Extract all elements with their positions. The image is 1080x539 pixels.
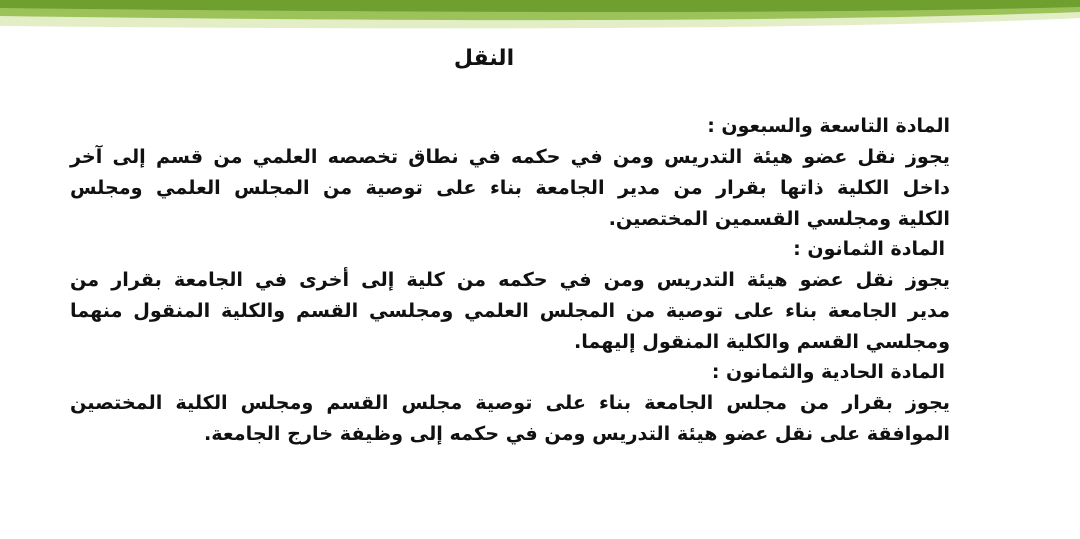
- article-heading: المادة الحادية والثمانون :: [711, 361, 945, 383]
- article-79: [70, 111, 950, 234]
- article-heading: المادة التاسعة والسبعون :: [707, 115, 950, 137]
- document-content: [70, 111, 950, 449]
- body-line: ومجلسي القسم والكلية المنقول إليهما.: [573, 330, 950, 353]
- body-line: يجوز نقل عضو هيئة التدريس ومن في حكمه في نطاق تخصصه العلمي من قسم إلى آخر: [70, 145, 950, 168]
- body-line: الكلية ومجلسي القسمين المختصين.: [608, 207, 950, 230]
- article-body: [70, 387, 950, 449]
- article-body: [70, 141, 950, 234]
- header-wave-graphic: [0, 0, 1080, 36]
- body-line: مدير الجامعة بناء على توصية من المجلس العلمي ومجلسي القسم والكلية المنقول منهما: [70, 299, 950, 322]
- body-line: يجوز نقل عضو هيئة التدريس ومن في حكمه من كلية إلى أخرى في الجامعة بقرار من: [70, 268, 950, 291]
- article-body: [70, 264, 950, 357]
- body-line: يجوز بقرار من مجلس الجامعة بناء على توصية مجلس القسم ومجلس الكلية المختصين: [70, 391, 950, 414]
- decorative-header-band: [0, 0, 1080, 36]
- body-line: الموافقة على نقل عضو هيئة التدريس ومن في حكمه إلى وظيفة خارج الجامعة.: [204, 422, 950, 445]
- article-heading: المادة الثمانون :: [793, 238, 945, 260]
- page-title: النقل: [453, 46, 515, 71]
- article-80: [70, 234, 950, 357]
- body-line: داخل الكلية ذاتها بقرار من مدير الجامعة بناء على توصية من المجلس العلمي ومجلس: [70, 176, 950, 199]
- article-81: [70, 357, 950, 449]
